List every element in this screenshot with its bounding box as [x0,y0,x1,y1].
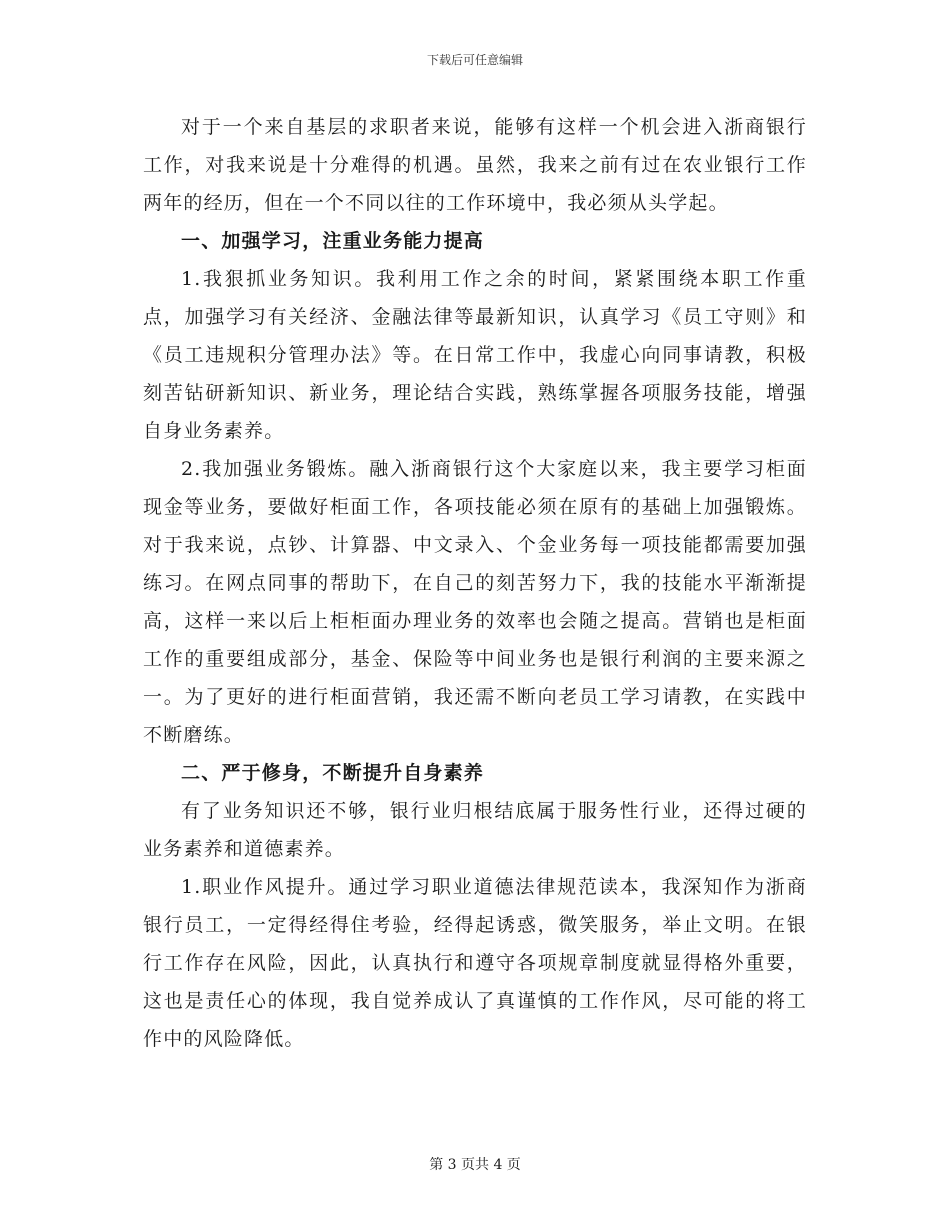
paragraph-business-knowledge: 1.我狠抓业务知识。我利用工作之余的时间，紧紧围绕本职工作重点，加强学习有关经济、金融法律等最新知识，认真学习《员工守则》和《员工违规积分管理办法》等。在日常工作中，我虚心向同事请教，积极刻苦钻研新知识、新业务，理论结合实践，熟练掌握各项服务技能，增强自身业务素养。 [143,268,807,442]
page-header: 下载后可任意编辑 [426,53,523,67]
page-number: 第 3 页共 4 页 [429,1157,521,1173]
paragraph-intro: 对于一个来自基层的求职者来说，能够有这样一个机会进入浙商银行工作，对我来说是十分难得的机遇。虽然，我来之前有过在农业银行工作两年的经历，但在一个不同以往的工作环境中，我必须从头学起。 [143,116,807,214]
section-heading-1: 一、加强学习，注重业务能力提高 [181,230,485,252]
section-heading-2: 二、严于修身，不断提升自身素养 [181,762,485,784]
paragraph-service-industry: 有了业务知识还不够，银行业归根结底属于服务性行业，还得过硬的业务素养和道德素养。 [143,800,807,860]
document-body [143,108,807,1058]
paragraph-work-style: 1.职业作风提升。通过学习职业道德法律规范读本，我深知作为浙商银行员工，一定得经得住考验，经得起诱惑，微笑服务，举止文明。在银行工作存在风险，因此，认真执行和遵守各项规章制度就显得格外重要，这也是责任心的体现，我自觉养成认了真谨慎的工作作风，尽可能的将工作中的风险降低。 [143,876,807,1050]
paragraph-business-training: 2.我加强业务锻炼。融入浙商银行这个大家庭以来，我主要学习柜面现金等业务，要做好柜面工作，各项技能必须在原有的基础上加强锻炼。对于我来说，点钞、计算器、中文录入、个金业务每一项技能都需要加强练习。在网点同事的帮助下，在自己的刻苦努力下，我的技能水平渐渐提高，这样一来以后上柜柜面办理业务的效率也会随之提高。营销也是柜面工作的重要组成部分，基金、保险等中间业务也是银行利润的主要来源之一。为了更好的进行柜面营销，我还需不断向老员工学习请教，在实践中不断磨练。 [143,458,807,746]
